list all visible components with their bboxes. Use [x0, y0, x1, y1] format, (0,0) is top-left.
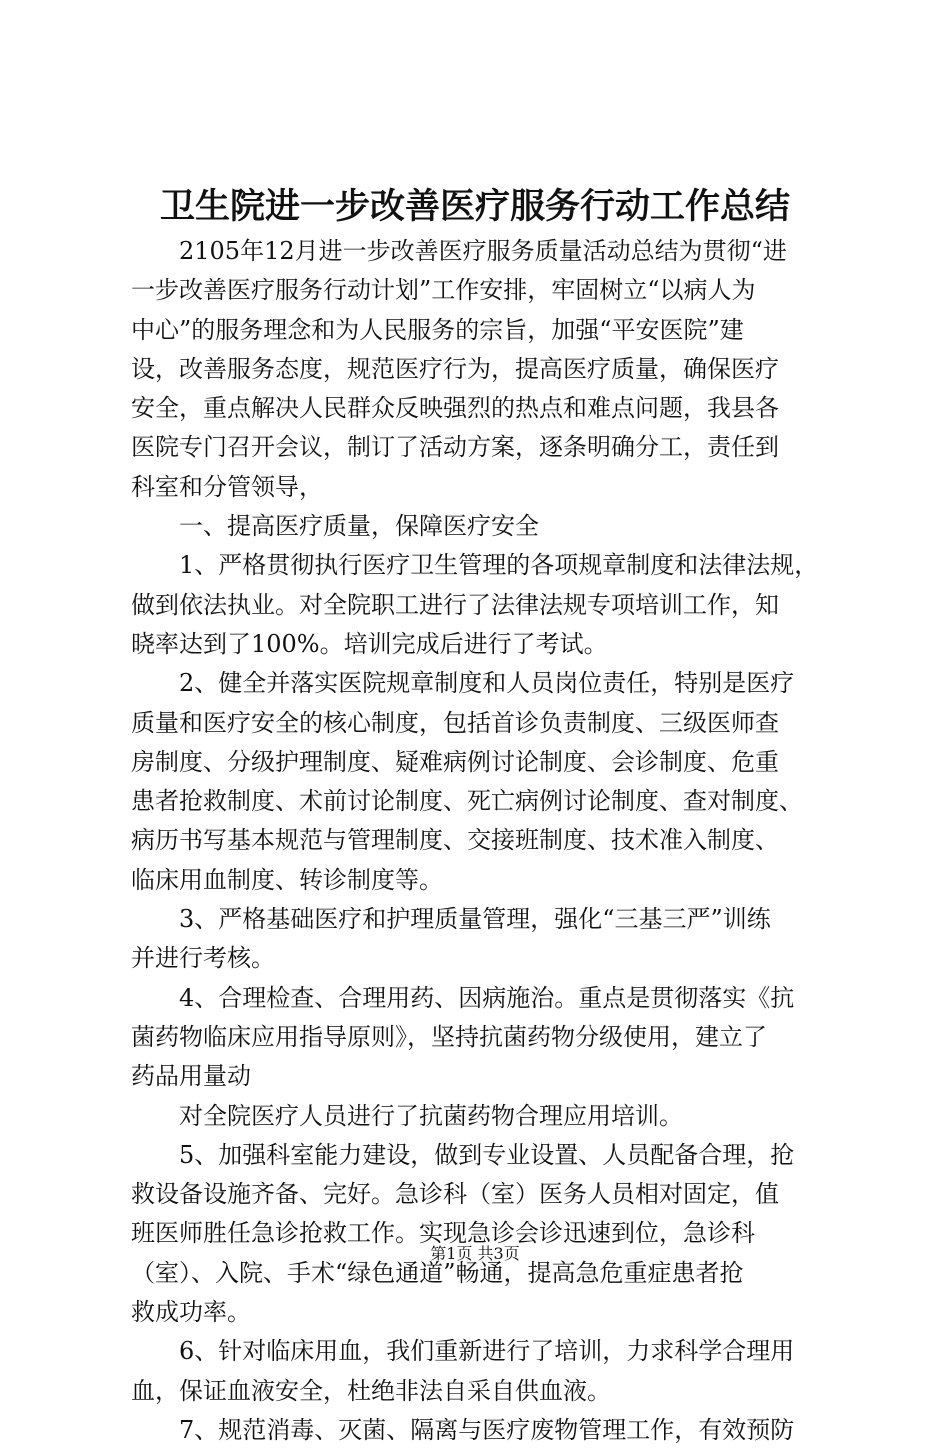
body-line: 科室和分管领导， [131, 472, 323, 501]
page-footer: 第1页 共3页 [430, 1244, 520, 1263]
body-line: （室）、入院、手术“绿色通道”畅通，提高急危重症患者抢 [131, 1258, 744, 1287]
body-line: 药品用量动 [131, 1062, 251, 1091]
document-title: 卫生院进一步改善医疗服务行动工作总结 [159, 187, 790, 227]
body-line: 质量和医疗安全的核心制度，包括首诊负责制度、三级医师查 [131, 708, 779, 737]
document-body [131, 232, 853, 1450]
body-line: 对全院医疗人员进行了抗菌药物合理应用培训。 [131, 1101, 683, 1130]
body-line: 中心”的服务理念和为人民服务的宗旨，加强“平安医院”建 [131, 315, 744, 344]
body-line: 5、加强科室能力建设，做到专业设置、人员配备合理，抢 [131, 1140, 795, 1169]
body-line: 2、健全并落实医院规章制度和人员岗位责任，特别是医疗 [131, 669, 795, 698]
body-line: 班医师胜任急诊抢救工作。实现急诊会诊迅速到位，急诊科 [131, 1219, 755, 1248]
body-line: 患者抢救制度、术前讨论制度、死亡病例讨论制度、查对制度、 [131, 787, 803, 816]
body-line: 房制度、分级护理制度、疑难病例讨论制度、会诊制度、危重 [131, 747, 779, 776]
body-line: 一步改善医疗服务行动计划”工作安排，牢固树立“以病人为 [131, 276, 756, 305]
body-line: 设，改善服务态度，规范医疗行为，提高医疗质量，确保医疗 [131, 354, 779, 383]
section-heading: 一、提高医疗质量，保障医疗安全 [131, 512, 539, 541]
body-line: 病历书写基本规范与管理制度、交接班制度、技术准入制度、 [131, 826, 779, 855]
body-line: 救设备设施齐备、完好。急诊科（室）医务人员相对固定，值 [131, 1180, 779, 1209]
body-line: 4、合理检查、合理用药、因病施治。重点是贯彻落实《抗 [131, 983, 795, 1012]
body-line: 3、严格基础医疗和护理质量管理，强化“三基三严”训练 [131, 905, 771, 934]
body-line: 安全，重点解决人民群众反映强烈的热点和难点问题，我县各 [131, 394, 779, 423]
body-line: 并进行考核。 [131, 944, 275, 973]
body-line: 医院专门召开会议，制订了活动方案，逐条明确分工，责任到 [131, 433, 779, 462]
body-line: 2105年12月进一步改善医疗服务质量活动总结为贯彻“进 [131, 237, 787, 265]
body-line: 救成功率。 [131, 1298, 251, 1327]
body-line: 6、针对临床用血，我们重新进行了培训，力求科学合理用 [131, 1337, 795, 1366]
body-line: 7、规范消毒、灭菌、隔离与医疗废物管理工作，有效预防 [131, 1415, 795, 1444]
body-line: 菌药物临床应用指导原则》，坚持抗菌药物分级使用，建立了 [131, 1022, 767, 1051]
body-line: 血，保证血液安全，杜绝非法自采自供血液。 [131, 1376, 611, 1405]
body-line: 1、严格贯彻执行医疗卫生管理的各项规章制度和法律法规， [131, 551, 819, 580]
body-line: 做到依法执业。对全院职工进行了法律法规专项培训工作，知 [131, 590, 779, 619]
body-line: 晓率达到了100%。培训完成后进行了考试。 [131, 629, 608, 658]
body-line: 临床用血制度、转诊制度等。 [131, 865, 443, 894]
